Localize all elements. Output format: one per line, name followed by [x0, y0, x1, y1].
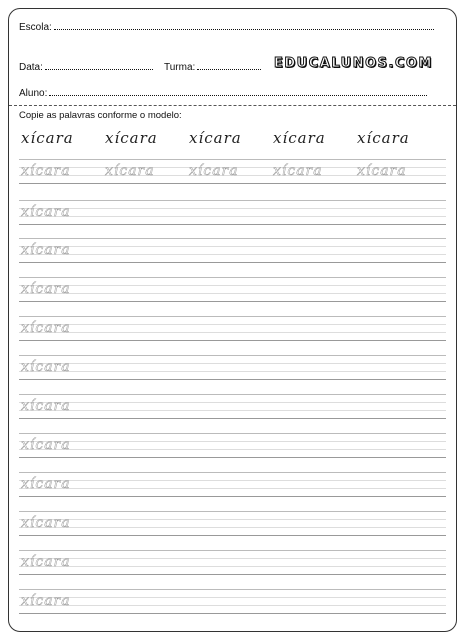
guide-line [19, 472, 446, 473]
guide-line [19, 511, 446, 512]
guide-line [19, 402, 446, 403]
guide-line [19, 340, 446, 341]
trace-word: xícara [21, 359, 71, 375]
model-row [19, 127, 449, 153]
trace-word: xícara [21, 515, 71, 531]
guide-line [19, 316, 446, 317]
guide-line [19, 441, 446, 442]
trace-word: xícara [21, 437, 71, 453]
trace-word: xícara [21, 242, 71, 258]
trace-word: xícara [21, 281, 71, 297]
trace-word: xícara [21, 476, 71, 492]
guide-line [19, 183, 446, 184]
guide-line [19, 550, 446, 551]
model-word: xícara [21, 129, 74, 147]
trace-word: xícara [189, 163, 239, 179]
model-word: xícara [189, 129, 242, 147]
guide-line [19, 480, 446, 481]
trace-word: xícara [105, 163, 155, 179]
trace-word: xícara [357, 163, 407, 179]
guide-line [19, 301, 446, 302]
date-field [19, 61, 153, 74]
guide-line [19, 224, 446, 225]
class-blank [197, 61, 261, 70]
header-divider [9, 105, 456, 106]
guide-line [19, 496, 446, 497]
guide-line [19, 589, 446, 590]
guide-line [19, 535, 446, 536]
date-label: Data: [19, 62, 43, 73]
guide-line [19, 605, 446, 606]
class-field [164, 61, 261, 74]
guide-line [19, 527, 446, 528]
guide-line [19, 262, 446, 263]
instruction-text: Copie as palavras conforme o modelo: [19, 110, 182, 121]
guide-line [19, 488, 446, 489]
guide-line [19, 597, 446, 598]
guide-line [19, 394, 446, 395]
guide-line [19, 613, 446, 614]
trace-word: xícara [21, 320, 71, 336]
class-label: Turma: [164, 62, 196, 73]
guide-line [19, 371, 446, 372]
brand-logo: EDUCALUNOS.COM [274, 56, 433, 71]
guide-line [19, 216, 446, 217]
model-word: xícara [357, 129, 410, 147]
trace-word: xícara [21, 593, 71, 609]
student-blank [49, 87, 427, 96]
guide-line [19, 418, 446, 419]
guide-line [19, 246, 446, 247]
trace-word: xícara [21, 554, 71, 570]
trace-word: xícara [21, 398, 71, 414]
trace-word: xícara [273, 163, 323, 179]
guide-line [19, 433, 446, 434]
school-blank [54, 21, 434, 30]
guide-line [19, 363, 446, 364]
guide-line [19, 457, 446, 458]
guide-line [19, 574, 446, 575]
school-label: Escola: [19, 22, 52, 33]
guide-line [19, 293, 446, 294]
guide-line [19, 410, 446, 411]
student-label: Aluno: [19, 88, 48, 99]
date-blank [45, 61, 153, 70]
guide-line [19, 285, 446, 286]
school-field [19, 21, 434, 34]
guide-line [19, 332, 446, 333]
trace-word: xícara [21, 163, 71, 179]
guide-line [19, 277, 446, 278]
worksheet-page [8, 8, 457, 632]
guide-line [19, 558, 446, 559]
model-word: xícara [273, 129, 326, 147]
guide-line [19, 200, 446, 201]
guide-line [19, 379, 446, 380]
student-field [19, 87, 427, 100]
guide-line [19, 254, 446, 255]
guide-line [19, 238, 446, 239]
guide-line [19, 519, 446, 520]
guide-line [19, 208, 446, 209]
trace-word: xícara [21, 204, 71, 220]
guide-line [19, 566, 446, 567]
guide-line [19, 449, 446, 450]
guide-line [19, 324, 446, 325]
guide-line [19, 355, 446, 356]
guide-line [19, 159, 446, 160]
model-word: xícara [105, 129, 158, 147]
